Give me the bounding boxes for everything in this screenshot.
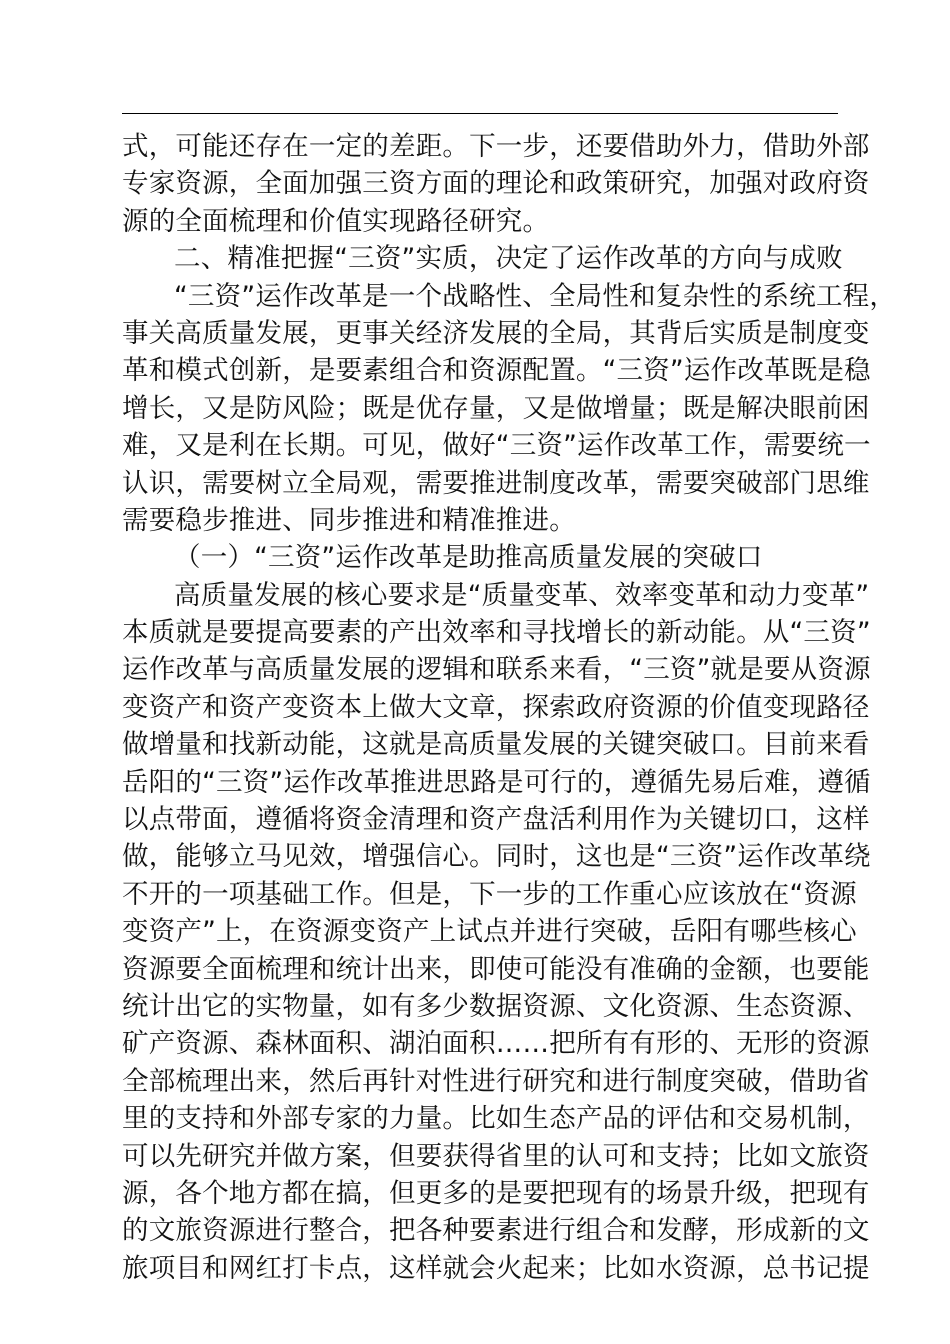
text-line: 里的支持和外部专家的力量。比如生态产品的评估和交易机制， (122, 1103, 870, 1135)
text-line: 式，可能还存在一定的差距。下一步，还要借助外力，借助外部 (122, 131, 870, 162)
text-line: 增长，又是防风险；既是优存量，又是做增量；既是解决眼前困 (122, 392, 870, 424)
text-line: 矿产资源、森林面积、湖泊面积……把所有有形的、无形的资源 (122, 1028, 870, 1060)
text-line: 不开的一项基础工作。但是，下一步的工作重心应该放在“资源 (122, 878, 857, 910)
text-line: 认识，需要树立全局观，需要推进制度改革，需要突破部门思维 (122, 467, 870, 499)
text-line: 本质就是要提高要素的产出效率和寻找增长的新动能。从“三资” (122, 617, 871, 649)
text-line: 旅项目和网红打卡点，这样就会火起来；比如水资源，总书记提 (122, 1252, 870, 1284)
text-line: 运作改革与高质量发展的逻辑和联系来看，“三资”就是要从资源 (122, 654, 871, 686)
text-line: 可以先研究并做方案，但要获得省里的认可和支持；比如文旅资 (122, 1140, 870, 1172)
text-line: 做增量和找新动能，这就是高质量发展的关键突破口。目前来看 (122, 729, 870, 761)
text-line: 的文旅资源进行整合，把各种要素进行组合和发酵，形成新的文 (122, 1215, 870, 1247)
text-line: 源的全面梳理和价值实现路径研究。 (122, 205, 550, 237)
text-line: 变资产”上，在资源变资产上试点并进行突破，岳阳有哪些核心 (122, 916, 857, 948)
text-line: 源，各个地方都在搞，但更多的是要把现有的场景升级，把现有 (122, 1177, 870, 1209)
text-line: 革和模式创新，是要素组合和资源配置。“三资”运作改革既是稳 (122, 355, 871, 387)
section-heading: 二、精准把握“三资”实质，决定了运作改革的方向与成败 (174, 243, 843, 275)
text-line: 需要稳步推进、同步推进和精准推进。 (122, 504, 576, 536)
subsection-heading: （一）“三资”运作改革是助推高质量发展的突破口 (174, 542, 763, 574)
text-line: 以点带面，遵循将资金清理和资产盘活利用作为关键切口，这样 (122, 804, 870, 836)
text-line: 岳阳的“三资”运作改革推进思路是可行的，遵循先易后难，遵循 (122, 766, 871, 798)
text-line: 事关高质量发展，更事关经济发展的全局，其背后实质是制度变 (122, 317, 870, 349)
text-line: 高质量发展的核心要求是“质量变革、效率变革和动力变革” (174, 579, 870, 611)
document-body (122, 128, 897, 1287)
text-line: 变资产和资产变资本上做大文章，探索政府资源的价值变现路径 (122, 691, 870, 723)
text-line: 做，能够立马见效，增强信心。同时，这也是“三资”运作改革绕 (122, 841, 871, 873)
text-line: 全部梳理出来，然后再针对性进行研究和进行制度突破，借助省 (122, 1065, 870, 1097)
text-line: 专家资源，全面加强三资方面的理论和政策研究，加强对政府资 (122, 168, 870, 200)
header-rule (122, 113, 838, 114)
text-line: 难，又是利在长期。可见，做好“三资”运作改革工作，需要统一 (122, 430, 871, 462)
text-line: 资源要全面梳理和统计出来，即使可能没有准确的金额，也要能 (122, 953, 870, 985)
text-line: “三资”运作改革是一个战略性、全局性和复杂性的系统工程， (174, 280, 897, 312)
text-line: 统计出它的实物量，如有多少数据资源、文化资源、生态资源、 (122, 990, 870, 1022)
